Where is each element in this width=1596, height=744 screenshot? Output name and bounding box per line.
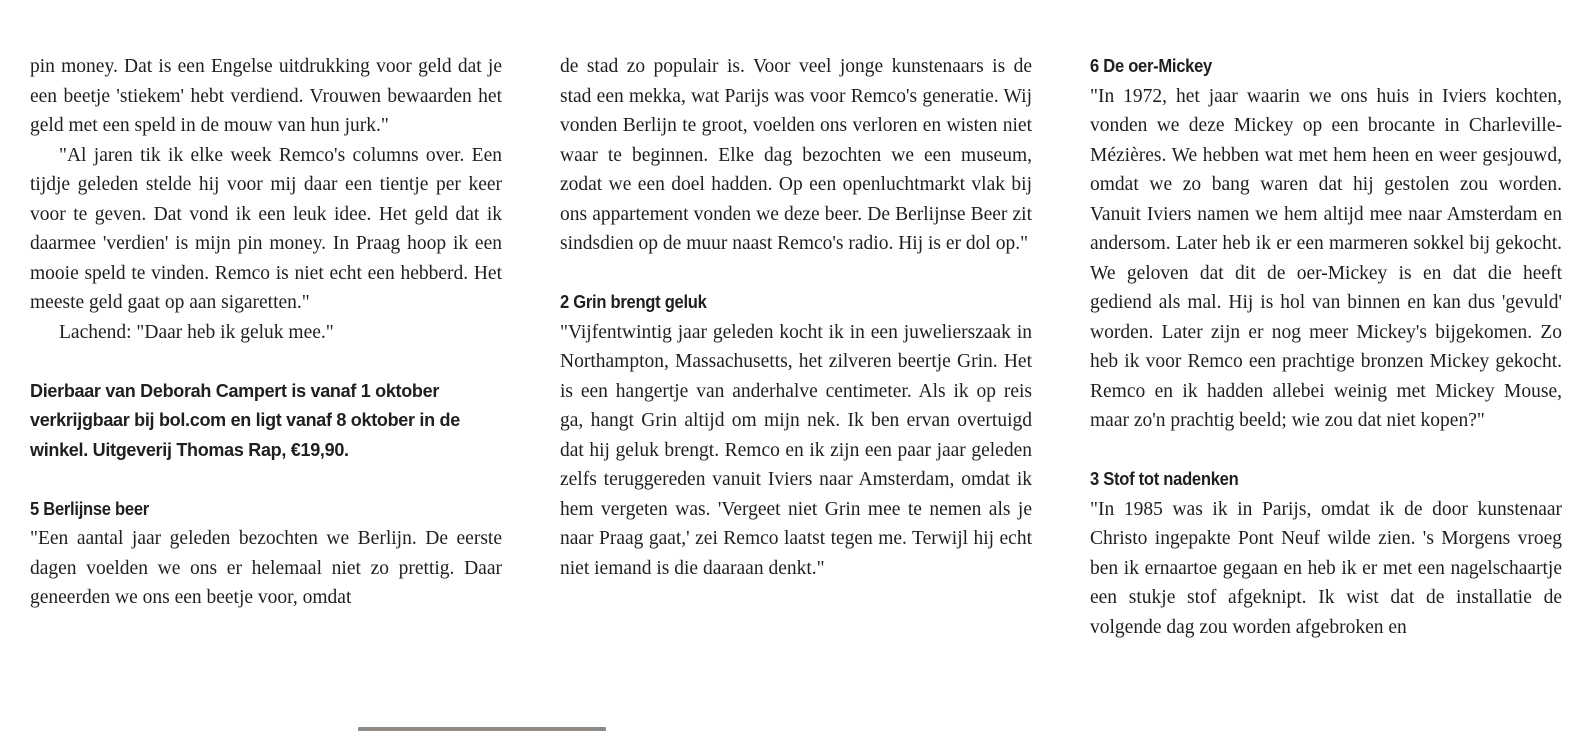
- section-heading: 3 Stof tot nadenken: [1090, 469, 1239, 489]
- horizontal-scroll-indicator[interactable]: [358, 727, 606, 731]
- paragraph: "In 1972, het jaar waarin we ons huis in Iviers kochten, vonden we deze Mickey op een brocante in Charleville-Mézières. We hebben wat met hem heen en weer gesjouwd, omdat we zo bang waren dat hij gestolen zou worden. Vanuit Iviers namen we hem altijd mee naar Amsterdam en andersom. Later heb ik er een marmeren sokkel bij gekocht. We geloven dat dit de oer-Mickey is en dat die heeft gediend als mal. Hij is hol van binnen en kan dus 'gevuld' worden. Later zijn er nog meer Mickey's bijgekomen. Zo heb ik voor Remco een prachtige bronzen Mickey gekocht. Remco en ik hadden allebei weinig met Mickey Mouse, maar zo'n prachtig beeld; wie zou dat niet kopen?": [1090, 85, 1562, 431]
- article-column-2: [560, 52, 1032, 583]
- paragraph-gap: [30, 347, 502, 377]
- paragraph-gap: [1090, 436, 1562, 466]
- article-column-3: [1090, 52, 1562, 642]
- section-heading: 2 Grin brengt geluk: [560, 292, 707, 312]
- paragraph: "Vijfentwintig jaar geleden kocht ik in een juwelierszaak in Northampton, Massachusetts, het zilveren beertje Grin. Het is een hangertje van anderhalve centimeter. Als ik op reis ga, hangt Grin altijd om mijn nek. Ik ben ervan overtuigd dat hij geluk brengt. Remco en ik zijn een paar jaar geleden zelfs teruggereden vanuit Iviers naar Amsterdam, omdat ik hem vergeten was. 'Vergeet niet Grin mee te nemen als je naar Praag gaat,' zei Remco laatst tegen me. Terwijl hij echt niet iemand is die daaraan denkt.": [560, 321, 1032, 579]
- article-column-1: [30, 52, 502, 613]
- section-heading: 6 De oer-Mickey: [1090, 56, 1212, 76]
- paragraph: Lachend: "Daar heb ik geluk mee.": [59, 321, 334, 343]
- paragraph-gap: [30, 465, 502, 495]
- book-publication-note: Dierbaar van Deborah Campert is vanaf 1 oktober verkrijgbaar bij bol.com en ligt vanaf 8 oktober in de winkel. Uitgeverij Thomas Rap, €19,90.: [30, 380, 460, 460]
- paragraph: "In 1985 was ik in Parijs, omdat ik de door kunstenaar Christo ingepakte Pont Neuf wilde zien. 's Morgens vroeg ben ik ernaartoe gegaan en heb ik er met een nagelschaartje een stukje stof afgeknipt. Ik wist dat de installatie de volgende dag zou worden afgebroken en: [1090, 498, 1562, 638]
- section-heading: 5 Berlijnse beer: [30, 498, 149, 519]
- paragraph: de stad zo populair is. Voor veel jonge kunstenaars is de stad een mekka, wat Parijs was voor Remco's generatie. Wij vonden Berlijn te groot, voelden ons verloren en wisten niet waar te beginnen. Elke dag bezochten we een museum, zodat we een doel hadden. Op een openluchtmarkt vlak bij ons appartement vonden we deze beer. De Berlijnse Beer zit sindsdien op de muur naast Remco's radio. Hij is er dol op.": [560, 56, 1032, 254]
- paragraph: pin money. Dat is een Engelse uitdrukking voor geld dat je een beetje 'stiekem' hebt verdiend. Vrouwen bewaarden het geld met een speld in de mouw van hun jurk.": [30, 56, 502, 136]
- paragraph: "Al jaren tik ik elke week Remco's columns over. Een tijdje geleden stelde hij voor mij daar een tientje per keer voor te geven. Dat vond ik een leuk idee. Het geld dat ik daarmee 'verdien' is mijn pin money. In Praag hoop ik een mooie speld te vinden. Remco is niet echt een hebberd. Het meeste geld gaat op aan sigaretten.": [30, 144, 502, 313]
- paragraph-gap: [560, 259, 1032, 289]
- paragraph: "Een aantal jaar geleden bezochten we Berlijn. De eerste dagen voelden we ons er helemaal niet zo prettig. Daar geneerden we ons een beetje voor, omdat: [30, 528, 502, 608]
